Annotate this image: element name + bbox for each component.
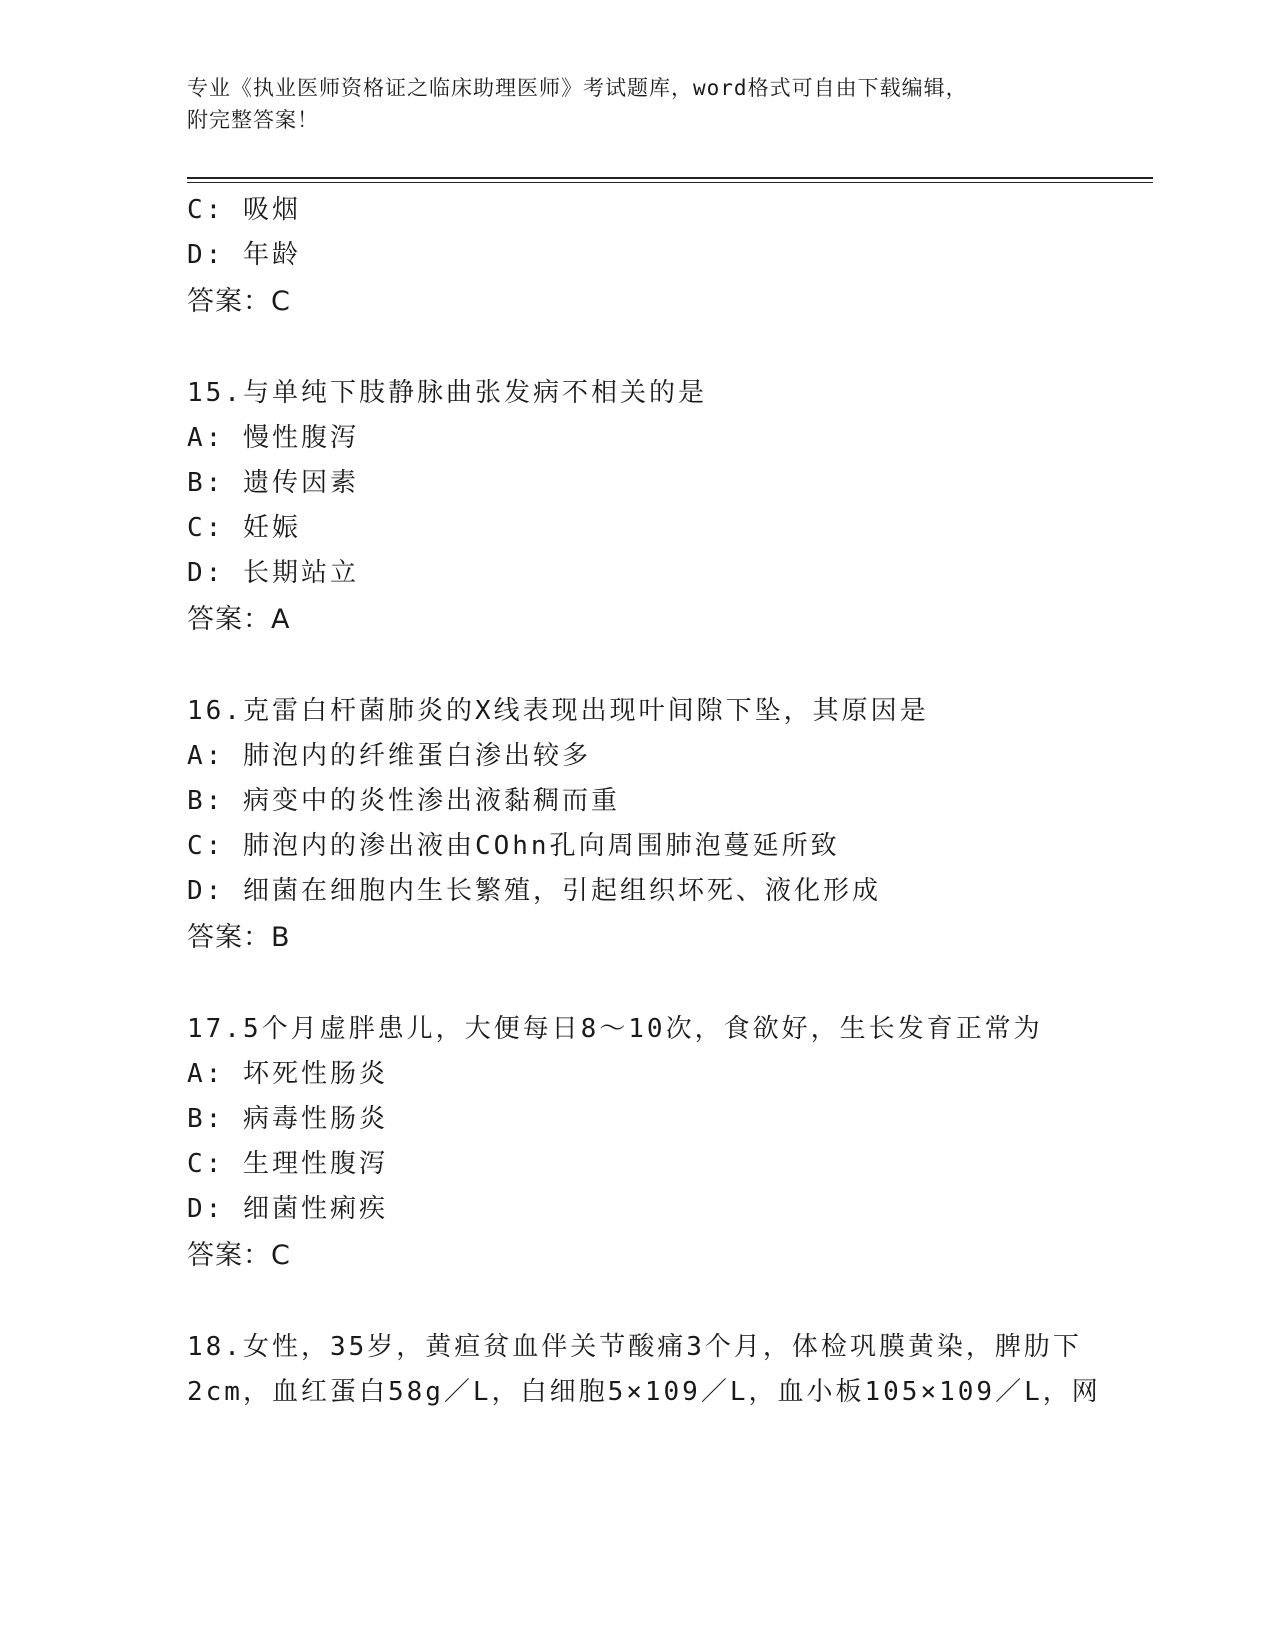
question-stem: 15.与单纯下肢静脉曲张发病不相关的是 — [187, 378, 707, 408]
answer-line: 答案：C — [187, 1240, 291, 1271]
answer-line: 答案：C — [187, 286, 291, 317]
spacer — [187, 961, 1147, 1007]
question-block-partial — [187, 188, 1147, 325]
header-line-1: 专业《执业医师资格证之临床助理医师》考试题库，word格式可自由下载编辑， — [187, 76, 968, 100]
option-d: D: 细菌在细胞内生长繁殖，引起组织坏死、液化形成 — [187, 876, 881, 906]
question-block-16 — [187, 689, 1147, 961]
spacer — [187, 1279, 1147, 1325]
header-divider-thick — [187, 177, 1153, 179]
question-stem: 16.克雷白杆菌肺炎的X线表现出现叶间隙下坠，其原因是 — [187, 696, 929, 726]
question-stem: 17.5个月虚胖患儿，大便每日8～10次，食欲好，生长发育正常为 — [187, 1014, 1043, 1044]
option-a: A: 慢性腹泻 — [187, 423, 359, 453]
option-a: A: 肺泡内的纤维蛋白渗出较多 — [187, 741, 591, 771]
option-d: D: 年龄 — [187, 240, 301, 270]
question-block-18 — [187, 1325, 1147, 1415]
answer-line: 答案：A — [187, 604, 291, 635]
option-b: B: 病毒性肠炎 — [187, 1104, 388, 1134]
question-block-17 — [187, 1007, 1147, 1279]
option-c: C: 生理性腹泻 — [187, 1149, 388, 1179]
header-line-2: 附完整答案！ — [187, 108, 319, 132]
question-list — [187, 188, 1147, 1415]
option-d: D: 长期站立 — [187, 558, 359, 588]
question-block-15 — [187, 371, 1147, 643]
answer-line: 答案：B — [187, 922, 291, 953]
spacer — [187, 325, 1147, 371]
question-stem-line-2: 2cm，血红蛋白58g／L，白细胞5×109／L，血小板105×109／L，网 — [187, 1377, 1101, 1407]
option-b: B: 遗传因素 — [187, 468, 359, 498]
document-header — [187, 72, 1087, 136]
question-stem-line-1: 18.女性，35岁，黄疸贫血伴关节酸痛3个月，体检巩膜黄染，脾肋下 — [187, 1332, 1082, 1362]
option-d: D: 细菌性痢疾 — [187, 1194, 388, 1224]
option-c: C: 吸烟 — [187, 195, 301, 225]
option-c: C: 肺泡内的渗出液由COhn孔向周围肺泡蔓延所致 — [187, 831, 840, 861]
option-a: A: 坏死性肠炎 — [187, 1059, 388, 1089]
header-divider-thin — [187, 182, 1153, 183]
option-c: C: 妊娠 — [187, 513, 301, 543]
option-b: B: 病变中的炎性渗出液黏稠而重 — [187, 786, 620, 816]
spacer — [187, 643, 1147, 689]
